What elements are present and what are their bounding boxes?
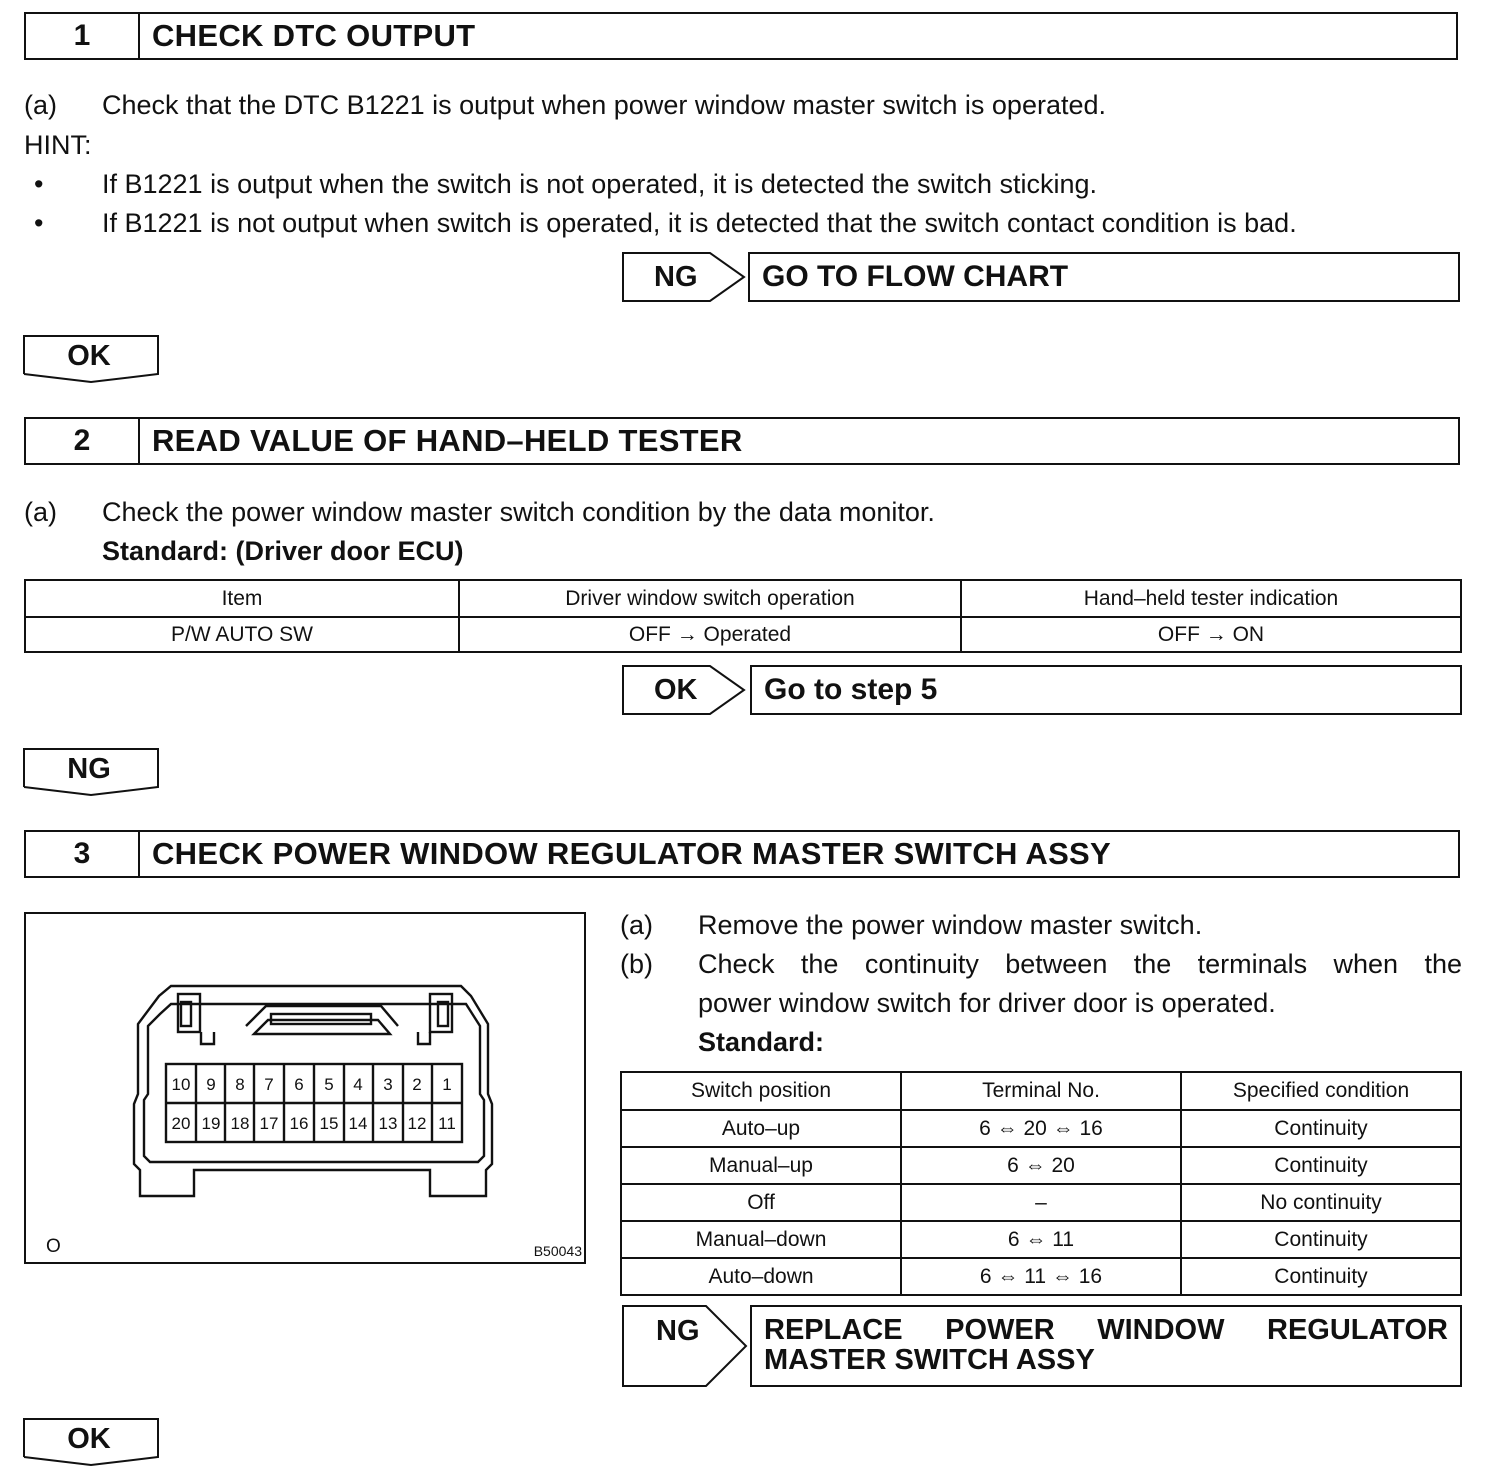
bullet-icon: • — [34, 208, 44, 238]
table-header-cell: Specified condition — [1181, 1072, 1461, 1110]
table-row — [621, 1221, 1461, 1258]
table-cell: P/W AUTO SW — [25, 617, 459, 652]
data-monitor-table — [24, 579, 1462, 653]
item-text: Remove the power window master switch. — [698, 910, 1203, 940]
pin-label: 1 — [442, 1075, 452, 1094]
pin-label: 19 — [201, 1114, 221, 1133]
table-cell: Auto–up — [621, 1110, 901, 1147]
pin-label: 7 — [264, 1075, 274, 1094]
ok-label: OK — [67, 1423, 111, 1455]
bullet-text: If B1221 is not output when switch is operated, it is detected that the switch contact condition is bad. — [102, 208, 1297, 238]
pin-label: 10 — [171, 1075, 191, 1094]
pin-label: 3 — [383, 1075, 393, 1094]
table-cell: Continuity — [1181, 1258, 1461, 1295]
ok-label: OK — [67, 340, 111, 372]
table-cell: Continuity — [1181, 1147, 1461, 1184]
item-marker: (b) — [620, 949, 653, 979]
step-number: 2 — [26, 419, 140, 463]
pin-label: 4 — [353, 1075, 363, 1094]
pin-label: 14 — [348, 1114, 368, 1133]
pin-label: 12 — [407, 1114, 427, 1133]
table-header-cell: Hand–held tester indication — [961, 580, 1461, 617]
ng-label: NG — [654, 261, 698, 293]
ng-label: NG — [67, 753, 111, 785]
pin-label: 15 — [319, 1114, 339, 1133]
table-header-cell: Item — [25, 580, 459, 617]
table-cell: – — [901, 1184, 1181, 1221]
table-cell: Manual–down — [621, 1221, 901, 1258]
pin-label: 11 — [438, 1114, 456, 1133]
pin-label: 17 — [259, 1114, 279, 1133]
table-row — [25, 617, 1461, 652]
pin-label: 2 — [412, 1075, 422, 1094]
table-row — [621, 1184, 1461, 1221]
table-row — [621, 1110, 1461, 1147]
connector-figure — [24, 912, 586, 1264]
result-box: Go to step 5 — [750, 665, 1462, 715]
table-header-row — [25, 580, 1461, 617]
standard-label: Standard: — [698, 1027, 825, 1057]
result-line: MASTER SWITCH ASSY — [764, 1344, 1095, 1376]
table-row — [621, 1147, 1461, 1184]
step-3-header — [24, 830, 1460, 878]
step-2-header — [24, 417, 1460, 465]
item-text: Check the continuity between the terminals when the — [698, 949, 1462, 979]
standard-label: Standard: (Driver door ECU) — [102, 536, 464, 566]
table-cell: 6 ⇔ 20 — [901, 1147, 1181, 1184]
figure-code: B50043 — [533, 1243, 582, 1259]
table-cell: OFF → ON — [961, 617, 1461, 652]
pin-label: 20 — [171, 1114, 191, 1133]
pin-label: 5 — [324, 1075, 334, 1094]
table-cell: 6 ⇔ 11 ⇔ 16 — [901, 1258, 1181, 1295]
step-number: 3 — [26, 832, 140, 876]
result-box: GO TO FLOW CHART — [748, 252, 1460, 302]
pin-label: 18 — [230, 1114, 250, 1133]
item-marker: (a) — [24, 90, 57, 120]
pin-label: 16 — [289, 1114, 309, 1133]
bullet-icon: • — [34, 169, 44, 199]
table-cell: Auto–down — [621, 1258, 901, 1295]
step-title: READ VALUE OF HAND–HELD TESTER — [152, 423, 743, 458]
ng-down-tag — [22, 747, 160, 797]
step-title: CHECK DTC OUTPUT — [152, 18, 476, 53]
result-box — [750, 1305, 1462, 1387]
continuity-table — [620, 1071, 1462, 1296]
ng-branch-tag — [622, 1305, 748, 1387]
hint-label: HINT: — [24, 130, 92, 160]
ng-branch-tag — [622, 252, 746, 302]
table-cell: Off — [621, 1184, 901, 1221]
item-text: Check that the DTC B1221 is output when power window master switch is operated. — [102, 90, 1106, 120]
pin-label: 13 — [378, 1114, 398, 1133]
table-cell: OFF → Operated — [459, 617, 961, 652]
table-header-cell: Driver window switch operation — [459, 580, 961, 617]
pin-label: 9 — [206, 1075, 216, 1094]
table-cell: No continuity — [1181, 1184, 1461, 1221]
table-row — [621, 1258, 1461, 1295]
connector-diagram — [26, 914, 586, 1264]
ok-down-tag — [22, 1417, 160, 1467]
bullet-text: If B1221 is output when the switch is not operated, it is detected the switch sticking. — [102, 169, 1098, 199]
item-marker: (a) — [24, 497, 57, 527]
table-cell: Continuity — [1181, 1221, 1461, 1258]
table-cell: 6 ⇔ 20 ⇔ 16 — [901, 1110, 1181, 1147]
ok-branch-tag — [622, 665, 746, 715]
ng-label: NG — [656, 1315, 700, 1347]
step-title: CHECK POWER WINDOW REGULATOR MASTER SWITCH ASSY — [152, 836, 1112, 871]
pin-label: 6 — [294, 1075, 304, 1094]
table-header-cell: Switch position — [621, 1072, 901, 1110]
pin-label: 8 — [235, 1075, 245, 1094]
figure-corner-label: O — [46, 1236, 61, 1257]
ok-down-tag — [22, 334, 160, 384]
table-cell: Manual–up — [621, 1147, 901, 1184]
step-number: 1 — [26, 14, 140, 58]
ok-label: OK — [654, 674, 698, 706]
table-cell: Continuity — [1181, 1110, 1461, 1147]
item-text: power window switch for driver door is operated. — [698, 988, 1276, 1018]
table-cell: 6 ⇔ 11 — [901, 1221, 1181, 1258]
item-text: Check the power window master switch condition by the data monitor. — [102, 497, 935, 527]
item-marker: (a) — [620, 910, 653, 940]
step-1-header — [24, 12, 1458, 60]
table-header-row — [621, 1072, 1461, 1110]
table-header-cell: Terminal No. — [901, 1072, 1181, 1110]
result-line: REPLACE POWER WINDOW REGULATOR — [764, 1314, 1448, 1346]
